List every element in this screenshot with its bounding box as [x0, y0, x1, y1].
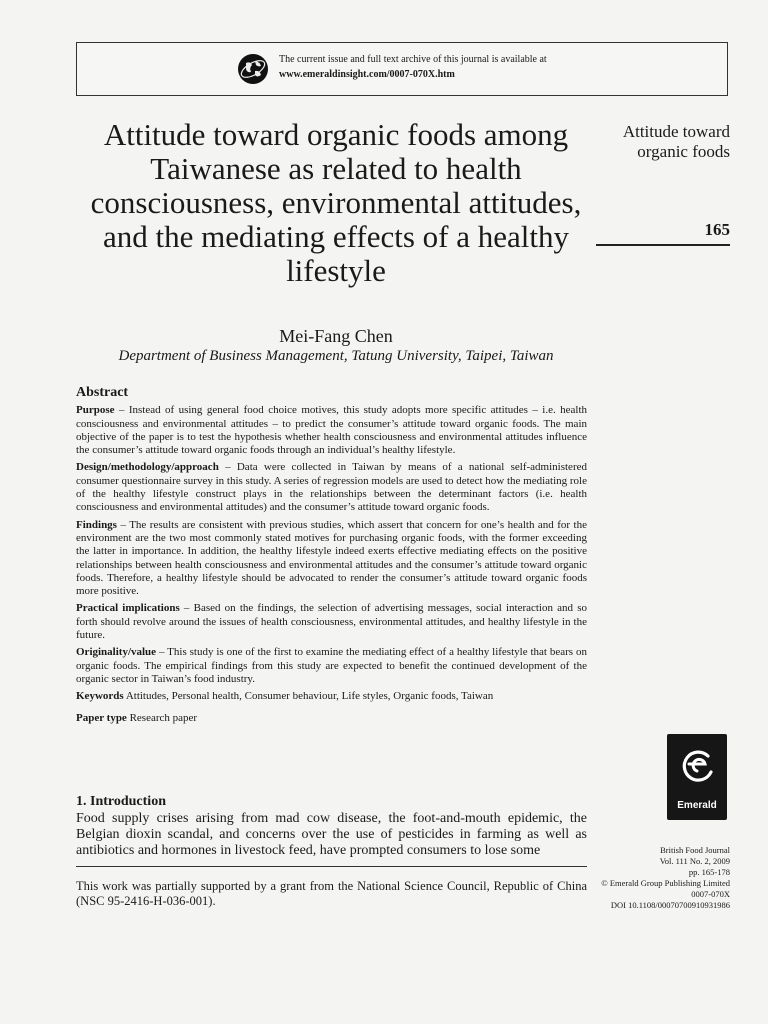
abstract — [76, 386, 587, 729]
abstract-text: – The results are consistent with previous studies, which assert that concern for one’s health and for the environment are the two most commonly stated motives for purchasing organic foods, with the former exceeding the latter in importance. In addition, the healthy lifestyle indeed exerts effective mediating effects on the positive relationships between health consciousness and environmental attitudes and the consumer’s attitude toward organic foods. Therefore, a healthy lifestyle should be advocated to render the consumer’s attitude toward organic foods more positive. — [76, 518, 587, 598]
publisher: © Emerald Group Publishing Limited — [601, 878, 730, 888]
journal-notice-box — [76, 42, 728, 96]
issn: 0007-070X — [691, 889, 730, 899]
abstract-label: Purpose — [76, 404, 115, 417]
author-affiliation: Department of Business Management, Tatung University, Taipei, Taiwan — [118, 348, 554, 364]
abstract-originality — [76, 646, 587, 686]
introduction-paragraph: Food supply crises arising from mad cow disease, the foot-and-mouth epidemic, the Belgian dioxin scandal, and concerns over the use of pesticides in farming as well as antibiotics and hormones in livestock feed, have prompted consumers to lose some — [76, 811, 587, 858]
emerald-e-icon — [667, 734, 727, 800]
abstract-label: Findings — [76, 518, 117, 531]
footnote: This work was partially supported by a grant from the National Science Council, Republic of China (NSC 95-2416-H-036-001). — [76, 879, 587, 908]
journal-volume: Vol. 111 No. 2, 2009 — [659, 856, 730, 866]
doi: DOI 10.1108/00070700910931986 — [610, 900, 730, 910]
paper-type — [76, 712, 587, 725]
introduction-section — [76, 794, 587, 859]
abstract-implications — [76, 602, 587, 642]
abstract-findings — [76, 519, 587, 599]
journal-info — [580, 845, 730, 911]
journal-name: British Food Journal — [660, 845, 730, 855]
emerald-logo — [667, 734, 727, 820]
emerald-wordmark: Emerald — [677, 800, 717, 811]
footnote-rule — [76, 866, 587, 867]
abstract-label: Practical implications — [76, 602, 180, 615]
paper-type-text: Research paper — [126, 711, 198, 724]
page-number: 165 — [704, 220, 730, 239]
keywords — [76, 690, 587, 703]
abstract-text: – Data were collected in Taiwan by means of a national self-administered consumer questionnaire survey in this study. A series of regression models are used to detect how the mediating role of the healthy lifestyle construct plays in the relationships between the determinant factors (i.e. health consciousness and environmental attitudes) and the consumer’s attitude toward organic foods. — [76, 461, 587, 514]
abstract-heading: Abstract — [76, 385, 129, 400]
abstract-design — [76, 461, 587, 514]
paper-type-label: Paper type — [76, 711, 127, 724]
abstract-text: – This study is one of the first to examine the mediating effect of a healthy lifestyle that bears on organic foods. The empirical findings from this study are expected to benefit the continued development of the organic sector in Taiwan’s food industry. — [76, 646, 587, 685]
author-name: Mei-Fang Chen — [279, 326, 393, 346]
paper-title: Attitude toward organic foods among Taiwanese as related to health consciousness, environmental attitudes, and the mediating effects of a healthy lifestyle — [90, 117, 582, 288]
running-title: Attitude toward organic foods — [622, 122, 730, 161]
notice-text — [279, 52, 547, 82]
notice-url-link[interactable]: www.emeraldinsight.com/0007-070X.htm — [279, 69, 455, 80]
keywords-text: Attitudes, Personal health, Consumer behaviour, Life styles, Organic foods, Taiwan — [123, 690, 494, 703]
abstract-text: – Instead of using general food choice motives, this study adopts more specific attitudes – i.e. health consciousness and environmental attitudes – to predict the consumer’s attitude toward organic foods. The main objective of the paper is to test the hypothesis whether health consciousness and environmental attitudes influence the consumer’s attitude toward organic foods through an individual’s healthy lifestyle. — [76, 404, 587, 457]
notice-line: The current issue and full text archive of this journal is available at — [279, 54, 547, 65]
abstract-label: Design/methodology/approach — [76, 461, 219, 474]
globe-icon — [237, 53, 269, 85]
keywords-label: Keywords — [76, 690, 124, 703]
margin-rule — [596, 244, 730, 246]
journal-pages: pp. 165-178 — [688, 867, 730, 877]
abstract-purpose — [76, 404, 587, 457]
abstract-text: – Based on the findings, the selection of advertising messages, social interaction and so forth should revolve around the issues of health consciousness, environmental attitudes, and healthy lifestyle in the future. — [76, 602, 587, 642]
abstract-label: Originality/value — [76, 646, 157, 659]
introduction-heading: 1. Introduction — [76, 794, 166, 809]
